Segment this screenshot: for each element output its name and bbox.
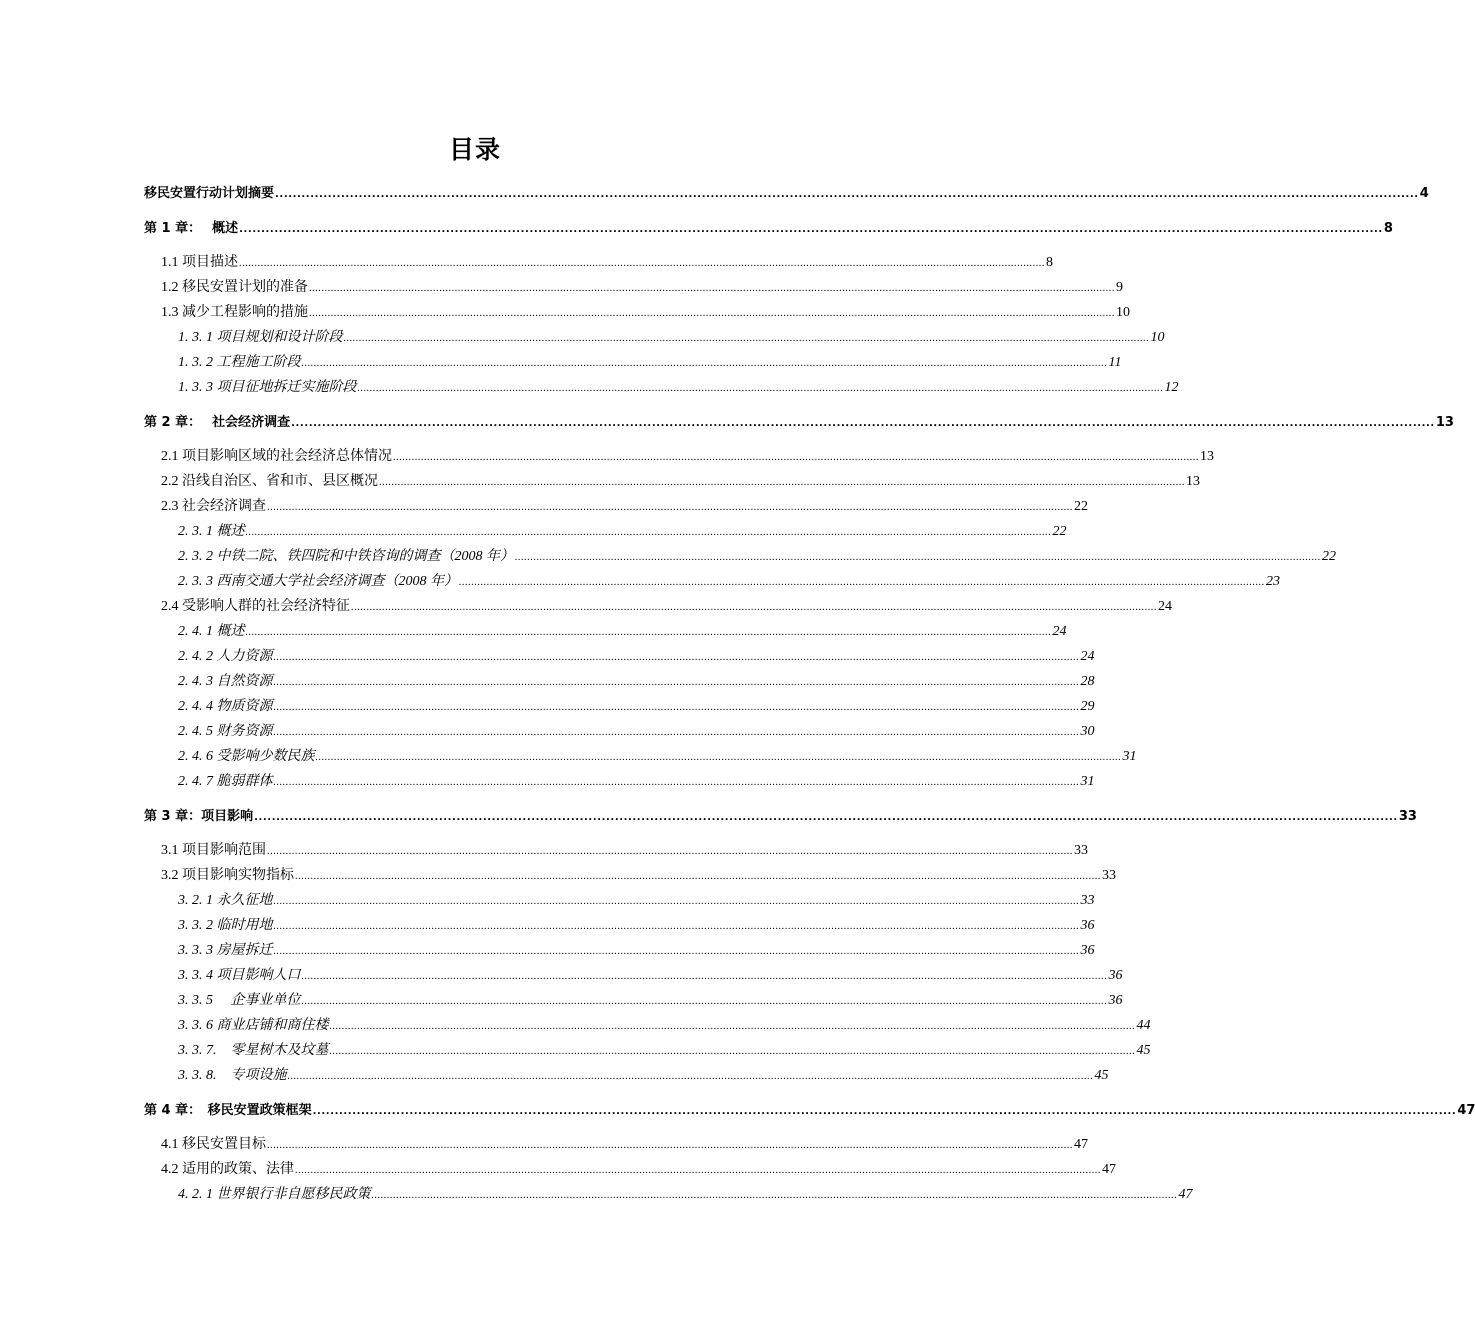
- toc-entry-label: 第 3 章：项目影响: [144, 809, 254, 824]
- toc-dot-leader: ....................................................................................................................................................................................................................................................................: [379, 477, 1185, 488]
- toc-entry-label: 2. 3. 3 西南交通大学社会经济调查（2008 年）: [178, 574, 458, 589]
- toc-dot-leader: ....................................................................................................................................................................................................................................................................: [267, 1140, 1073, 1151]
- toc-entry[interactable]: [144, 302, 1130, 324]
- toc-entry-label: 3. 3. 4 项目影响人口: [178, 968, 301, 983]
- toc-dot-leader: ....................................................................................................................................................................................................................................................................: [273, 896, 1080, 907]
- toc-chapter-entry[interactable]: [144, 1100, 1475, 1122]
- toc-page-number: 47: [1074, 1137, 1088, 1152]
- toc-dot-leader: ....................................................................................................................................................................................................................................................................: [329, 1021, 1136, 1032]
- toc-entry-label: 3. 3. 3 房屋拆迁: [178, 943, 273, 958]
- toc-dot-leader: ....................................................................................................................................................................................................................................................................: [459, 577, 1265, 588]
- toc-page-number: 10: [1150, 330, 1165, 345]
- toc-page-number: 10: [1116, 305, 1130, 320]
- toc-entry-label: 2. 3. 1 概述: [178, 524, 245, 539]
- toc-dot-leader: ....................................................................................................................................................................................................................................................................: [245, 627, 1052, 638]
- toc-entry-label: 1.2 移民安置计划的准备: [161, 280, 308, 295]
- toc-page-number: 33: [1080, 893, 1095, 908]
- toc-entry[interactable]: [144, 327, 1165, 349]
- toc-entry-label: 第 2 章： 社会经济调查: [144, 415, 291, 430]
- toc-entry-label: 2.1 项目影响区域的社会经济总体情况: [161, 449, 392, 464]
- toc-page-number: 47: [1178, 1187, 1193, 1202]
- toc-dot-leader: ....................................................................................................................................................................................................................................................................: [301, 996, 1108, 1007]
- toc-entry-label: 1.1 项目描述: [161, 255, 238, 270]
- toc-chapter-entry[interactable]: [144, 412, 1454, 434]
- toc-entry-label: 3.1 项目影响范围: [161, 843, 266, 858]
- toc-entry-label: 3. 3. 2 临时用地: [178, 918, 273, 933]
- toc-page-number: 44: [1136, 1018, 1151, 1033]
- toc-entry[interactable]: [144, 965, 1123, 987]
- toc-entry[interactable]: [144, 696, 1095, 718]
- toc-dot-leader: ....................................................................................................................................................................................................................................................................: [273, 946, 1080, 957]
- toc-page-number: 8: [1046, 255, 1053, 270]
- toc-dot-leader: ....................................................................................................................................................................................................................................................................: [343, 333, 1150, 344]
- toc-page-number: 33: [1398, 809, 1417, 824]
- toc-entry[interactable]: [144, 471, 1200, 493]
- toc-entry-label: 3. 3. 6 商业店铺和商住楼: [178, 1018, 329, 1033]
- toc-dot-leader: ....................................................................................................................................................................................................................................................................: [312, 1106, 1457, 1117]
- toc-entry-label: 3. 3. 7. 零星树木及坟墓: [178, 1043, 329, 1058]
- toc-entry-label: 2. 4. 3 自然资源: [178, 674, 273, 689]
- toc-entry[interactable]: [144, 596, 1172, 618]
- toc-entry-label: 第 4 章： 移民安置政策框架: [144, 1103, 312, 1118]
- toc-page-number: 28: [1080, 674, 1095, 689]
- toc-entry-label: 4. 2. 1 世界银行非自愿移民政策: [178, 1187, 371, 1202]
- toc-page-number: 23: [1266, 574, 1280, 589]
- toc-dot-leader: ....................................................................................................................................................................................................................................................................: [287, 1071, 1094, 1082]
- toc-entry-label: 3. 2. 1 永久征地: [178, 893, 273, 908]
- toc-entry-label: 1. 3. 3 项目征地拆迁实施阶段: [178, 380, 357, 395]
- toc-entry[interactable]: [144, 1159, 1116, 1181]
- toc-page-number: 22: [1074, 499, 1088, 514]
- toc-entry[interactable]: [144, 446, 1214, 468]
- toc-dot-leader: ....................................................................................................................................................................................................................................................................: [291, 418, 1435, 429]
- toc-entry[interactable]: [144, 746, 1137, 768]
- toc-entry[interactable]: [144, 721, 1095, 743]
- toc-dot-leader: ....................................................................................................................................................................................................................................................................: [273, 921, 1080, 932]
- toc-entry[interactable]: [144, 671, 1095, 693]
- toc-dot-leader: ....................................................................................................................................................................................................................................................................: [267, 502, 1073, 513]
- toc-dot-leader: ....................................................................................................................................................................................................................................................................: [301, 358, 1108, 369]
- toc-page-number: 36: [1108, 968, 1123, 983]
- toc-page-number: 24: [1080, 649, 1095, 664]
- toc-page-number: 33: [1074, 843, 1088, 858]
- toc-page-number: 9: [1116, 280, 1123, 295]
- toc-page-number: 30: [1080, 724, 1095, 739]
- toc-page-number: 45: [1094, 1068, 1109, 1083]
- toc-dot-leader: ....................................................................................................................................................................................................................................................................: [239, 258, 1045, 269]
- toc-dot-leader: ....................................................................................................................................................................................................................................................................: [245, 527, 1052, 538]
- toc-entry-label: 4.1 移民安置目标: [161, 1137, 266, 1152]
- toc-page-number: 22: [1052, 524, 1067, 539]
- page-title: 目录: [448, 135, 501, 164]
- toc-entry-label: 2. 4. 4 物质资源: [178, 699, 273, 714]
- toc-entry-label: 2. 3. 2 中铁二院、铁四院和中铁咨询的调查（2008 年）: [178, 549, 514, 564]
- toc-dot-leader: ....................................................................................................................................................................................................................................................................: [515, 552, 1321, 563]
- toc-entry[interactable]: [144, 277, 1123, 299]
- toc-dot-leader: ....................................................................................................................................................................................................................................................................: [273, 652, 1080, 663]
- toc-entry[interactable]: [144, 865, 1116, 887]
- toc-dot-leader: ....................................................................................................................................................................................................................................................................: [301, 971, 1108, 982]
- toc-entry-label: 1. 3. 1 项目规划和设计阶段: [178, 330, 343, 345]
- toc-entry[interactable]: [144, 915, 1095, 937]
- toc-entry-label: 2. 4. 2 人力资源: [178, 649, 273, 664]
- toc-page-number: 13: [1186, 474, 1200, 489]
- toc-entry[interactable]: [144, 1015, 1151, 1037]
- toc-entry[interactable]: [144, 546, 1336, 568]
- toc-dot-leader: ....................................................................................................................................................................................................................................................................: [309, 283, 1115, 294]
- toc-entry-label: 第 1 章： 概述: [144, 221, 239, 236]
- toc-entry[interactable]: [144, 496, 1088, 518]
- toc-entry-label: 移民安置行动计划摘要: [144, 186, 275, 201]
- toc-dot-leader: ....................................................................................................................................................................................................................................................................: [275, 189, 1419, 200]
- toc-dot-leader: ....................................................................................................................................................................................................................................................................: [357, 383, 1164, 394]
- toc-page-number: 31: [1122, 749, 1137, 764]
- toc-entry-label: 2. 4. 6 受影响少数民族: [178, 749, 315, 764]
- toc-page-number: 12: [1164, 380, 1179, 395]
- toc-entry-label: 2. 4. 1 概述: [178, 624, 245, 639]
- toc-entry-label: 3.2 项目影响实物指标: [161, 868, 294, 883]
- toc-entry-label: 3. 3. 5 企事业单位: [178, 993, 301, 1008]
- toc-entry[interactable]: [144, 940, 1095, 962]
- toc-chapter-entry[interactable]: [144, 218, 1393, 240]
- toc-page-number: 24: [1158, 599, 1172, 614]
- toc-entry-label: 2. 4. 7 脆弱群体: [178, 774, 273, 789]
- toc-entry[interactable]: [144, 890, 1095, 912]
- toc-entry-label: 1. 3. 2 工程施工阶段: [178, 355, 301, 370]
- toc-entry-label: 2.2 沿线自治区、省和市、县区概况: [161, 474, 378, 489]
- toc-entry[interactable]: [144, 990, 1123, 1012]
- toc-dot-leader: ....................................................................................................................................................................................................................................................................: [273, 777, 1080, 788]
- toc-page-number: 22: [1322, 549, 1336, 564]
- toc-dot-leader: ....................................................................................................................................................................................................................................................................: [351, 602, 1157, 613]
- toc-entry[interactable]: [144, 352, 1122, 374]
- toc-dot-leader: ....................................................................................................................................................................................................................................................................: [309, 308, 1115, 319]
- toc-entry[interactable]: [144, 1065, 1109, 1087]
- toc-entry[interactable]: [144, 1134, 1088, 1156]
- toc-page-number: 33: [1102, 868, 1116, 883]
- toc-page-number: 11: [1108, 355, 1122, 370]
- toc-dot-leader: ....................................................................................................................................................................................................................................................................: [315, 752, 1122, 763]
- toc-entry-label: 1.3 减少工程影响的措施: [161, 305, 308, 320]
- toc-page-number: 24: [1052, 624, 1067, 639]
- toc-entry[interactable]: [144, 521, 1067, 543]
- toc-entry-label: 4.2 适用的政策、法律: [161, 1162, 294, 1177]
- toc-page-number: 36: [1108, 993, 1123, 1008]
- toc-page-number: 45: [1136, 1043, 1151, 1058]
- toc-entry[interactable]: [144, 646, 1095, 668]
- toc-entry[interactable]: [144, 1040, 1151, 1062]
- toc-entry[interactable]: [144, 377, 1179, 399]
- toc-entry[interactable]: [144, 621, 1067, 643]
- toc-entry[interactable]: [144, 571, 1280, 593]
- toc-dot-leader: ....................................................................................................................................................................................................................................................................: [329, 1046, 1136, 1057]
- toc-dot-leader: ....................................................................................................................................................................................................................................................................: [254, 812, 1398, 823]
- toc-page-number: 47: [1457, 1103, 1475, 1118]
- toc-page-number: 8: [1383, 221, 1393, 236]
- toc-dot-leader: ....................................................................................................................................................................................................................................................................: [393, 452, 1199, 463]
- toc-chapter-entry[interactable]: [144, 806, 1417, 828]
- toc-page-number: 36: [1080, 918, 1095, 933]
- toc-entry[interactable]: [144, 1184, 1193, 1206]
- toc-dot-leader: ....................................................................................................................................................................................................................................................................: [371, 1190, 1178, 1201]
- toc-entry-label: 3. 3. 8. 专项设施: [178, 1068, 287, 1083]
- toc-page-number: 29: [1080, 699, 1095, 714]
- toc-entry-label: 2.4 受影响人群的社会经济特征: [161, 599, 350, 614]
- toc-chapter-entry[interactable]: [144, 183, 1429, 205]
- toc-entry[interactable]: [144, 252, 1053, 274]
- toc-page-number: 4: [1419, 186, 1429, 201]
- toc-page-number: 36: [1080, 943, 1095, 958]
- toc-dot-leader: ....................................................................................................................................................................................................................................................................: [295, 1165, 1101, 1176]
- toc-dot-leader: ....................................................................................................................................................................................................................................................................: [267, 846, 1073, 857]
- toc-page-number: 13: [1435, 415, 1454, 430]
- toc-dot-leader: ....................................................................................................................................................................................................................................................................: [295, 871, 1101, 882]
- toc-page-number: 47: [1102, 1162, 1116, 1177]
- toc-entry-label: 2. 4. 5 财务资源: [178, 724, 273, 739]
- toc-entry[interactable]: [144, 840, 1088, 862]
- toc-page-number: 13: [1200, 449, 1214, 464]
- toc-dot-leader: ....................................................................................................................................................................................................................................................................: [239, 224, 1383, 235]
- toc-entry[interactable]: [144, 771, 1095, 793]
- toc-dot-leader: ....................................................................................................................................................................................................................................................................: [273, 727, 1080, 738]
- toc-page-number: 31: [1080, 774, 1095, 789]
- toc-dot-leader: ....................................................................................................................................................................................................................................................................: [273, 677, 1080, 688]
- toc-entry-label: 2.3 社会经济调查: [161, 499, 266, 514]
- toc-dot-leader: ....................................................................................................................................................................................................................................................................: [273, 702, 1080, 713]
